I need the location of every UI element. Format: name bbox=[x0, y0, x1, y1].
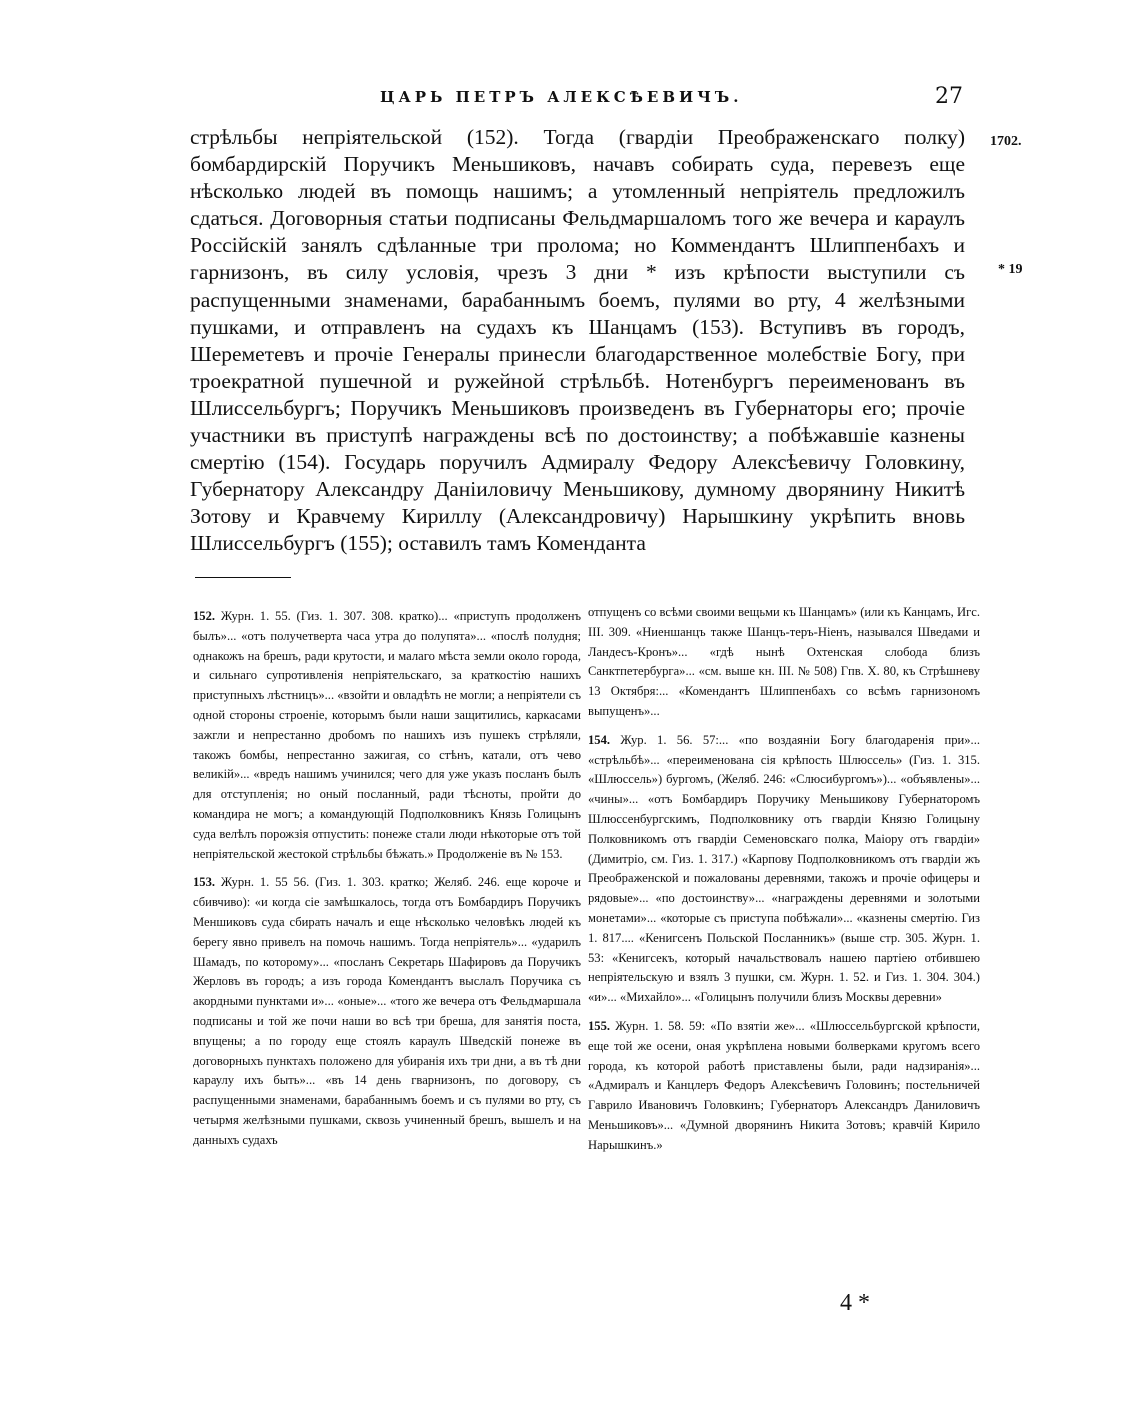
footnote-number: 153. bbox=[193, 875, 216, 890]
footnote-155 bbox=[588, 1017, 980, 1156]
printer-signature-mark: 4 * bbox=[840, 1290, 870, 1316]
margin-note-date: * 19 bbox=[998, 262, 1023, 277]
page-number: 27 bbox=[935, 84, 963, 109]
main-text bbox=[190, 124, 965, 558]
footnotes-left-column bbox=[193, 607, 581, 1160]
footnote-text: Журн. 1. 55 56. (Гиз. 1. 303. кратко; Желяб. 246. еще короче и сбивчиво): «и когда сіе замѣшкалось, тогда отъ Бомбардиръ Поручикъ Меншиковъ суда сбирать началъ и еще нѣсколько человѣкъ людей къ берегу явно привелъ на помочь нашимъ. Тогда непріятель»... «ударилъ Шамадъ, по которому»... «посланъ Секретарь Шафировъ да Поручикъ Жерловъ въ городъ; а изъ города Комендантъ выслалъ Поручика съ акордными пунктами и»... «оные»... «того же вечера отъ Фельдмаршала подписаны и той же почи наши во всѣ три бреша, для занятія поста, впущены; а по городу еще стоялъ караулъ Шведскій понеже въ договорныхъ пунктахъ положено для убиранія ихъ три дни, а въ тѣ дни караулу ихъ быть»... «въ 14 день гварнизонъ, по договору, съ распущенными знаменами, барабаннымъ боемъ и съ пулями во рту, съ четырмя желѣзными пушками, сквозь учиненный брешъ, вышелъ и на данныхъ судахъ bbox=[193, 875, 581, 1147]
footnote-number: 152. bbox=[193, 609, 216, 623]
footnotes-right-column bbox=[588, 603, 980, 1165]
footnote-text: отпущенъ со всѣми своими вещьми къ Шанцамъ» (или къ Канцамъ, Игс. III. 309. «Ниеншанцъ также Шанцъ-теръ-Ніенъ, назывался Шведами и Ландесъ-Кронъ»... «гдѣ нынѣ Охтенская слобода близъ Санктпетербурга»... «см. выше кн. III. № 508) Гпв. X. 80, къ Стрѣшневу 13 Октября:... «Комендантъ Шлиппенбахъ со всѣмъ гарнизономъ выпущенъ»... bbox=[588, 605, 980, 718]
footnote-separator bbox=[195, 577, 291, 578]
footnote-number: 155. bbox=[588, 1018, 611, 1033]
footnote-153-continued bbox=[588, 603, 980, 722]
margin-note-year: 1702. bbox=[990, 134, 1022, 149]
footnote-text: Журн. 1. 55. (Гиз. 1. 307. 308. кратко)... «приступъ продолженъ былъ»... «отъ получетверта часа утра до полупята»... «послѣ полудня; однакожъ на брешъ, ради крутости, и малаго мѣста земли около города, и сильнаго супротивленія непріятельскаго, за краткостію нашихъ приступныхъ лѣстницъ»... «взойти и овладѣть не могли; а непріятели съ одной стороны строеніе, которымъ были наши защитились, каркасами зажгли и непрестанно дробомъ по нашихъ изъ пушекъ стрѣляли, такожъ бомбы, непрестанно зажигая, со стѣнъ, катали, отъ чево великій»... «вредъ нашимъ учинился; чего для уже указъ посланъ былъ для отступленія; но оный посланный, ради тѣсноты, пройти до командира не могъ; а командующій Подполковникъ Князь Голицынъ суда велѣлъ порожзія отпустить: понеже стали люди нѣкоторые отъ той непріятельской жестокой стрѣльбы бѣжать.» Продолженіе въ № 153. bbox=[193, 609, 582, 861]
footnote-154 bbox=[588, 731, 980, 1008]
footnote-text: Журн. 1. 58. 59: «По взятіи же»... «Шлюссельбургской крѣпости, еще той же осени, оная укрѣплена новыми болверками кругомъ всего города, къ которой работѣ приставлены были, ради надзиранія»... «Адмиралъ и Канцлеръ Федоръ Алексѣевичъ Головинъ; постельничей Гаврило Ивановичъ Головкинъ; Губернаторъ Александръ Даниловичъ Меньшиковъ»... «Думной дворянинъ Никита Зотовъ; кравчій Кирило Нарышкинъ.» bbox=[588, 1018, 980, 1152]
footnote-152 bbox=[193, 607, 581, 864]
footnote-number: 154. bbox=[588, 732, 611, 747]
footnote-text: Жур. 1. 56. 57:... «по воздаяніи Богу благодаренія при»... «стрѣльбѣ»... «переименована сія крѣпость Шлюссель» (Гиз. 1. 315. «Шлюссель») бургомъ, (Желяб. 246: «Слюсибургомъ»)... «объявлены»... «чины»... «отъ Бомбардиръ Поручику Меньшикову Губернаторомъ Шлюссенбургскимъ, Подполковнику отъ гвардіи Князю Голицыну Полковникомъ отъ гвардіи Семеновскаго полка, Маіору отъ гвардіи» (Димитріо, см. Гиз. 1. 317.) «Карпову Подполковникомъ отъ гвардіи жъ Преображенской и пожалованы деревнями, такожъ и прочіе офицеры и рядовые»... «по достоинству»... «награждены деревнями и золотыми монетами»... «которые съ приступа побѣжали»... «казнены смертію. Гиз 1. 817.... «Кенигсенъ Польской Посланникъ» (выше стр. 305. Журн. 1. 53: «Кенигсекъ, который начальствовалъ нашею партіею отбившею непріятельскую и взялъ 3 пушки, см. Журн. 1. 52. и Гиз. 1. 304. 304.) «и»... «Михайло»... «Голицынъ получили близъ Москвы деревни» bbox=[588, 732, 980, 1005]
running-title: ЦАРЬ ПЕТРЪ АЛЕКСѢЕВИЧЪ. bbox=[380, 88, 743, 106]
footnote-153 bbox=[193, 873, 581, 1150]
main-paragraph: стрѣльбы непріятельской (152). Тогда (гвардіи Преображенскаго полку) бомбардирскій Поручикъ Меньшиковъ, начавъ собирать суда, перевезъ еще нѣсколько людей въ помощь нашимъ; а утомленный непріятель предложилъ сдаться. Договорныя статьи подписаны Фельдмаршаломъ того же вечера и караулъ Россійскій занялъ сдѣланные три пролома; но Коммендантъ Шлиппенбахъ и гарнизонъ, въ силу условія, чрезъ 3 дни * изъ крѣпости выступили съ распущенными знаменами, барабаннымъ боемъ, пулями во рту, 4 желѣзными пушками, и отправленъ на судахъ къ Шанцамъ (153). Вступивъ въ городъ, Шереметевъ и прочіе Генералы принесли благодарственное молебствіе Богу, при троекратной пушечной и ружейной стрѣльбѣ. Нотенбургъ переименованъ въ Шлиссельбургъ; Поручикъ Меньшиковъ произведенъ въ Губернаторы его; прочіе участники въ приступѣ награждены всѣ по достоинству; а побѣжавшіе казнены смертію (154). Государь поручилъ Адмиралу Федору Алексѣевичу Головкину, Губернатору Александру Даніиловичу Меньшикову, думному дворянину Никитѣ Зотову и Кравчему Кириллу (Александровичу) Нарышкину укрѣпить вновь Шлиссельбургъ (155); оставилъ тамъ Коменданта bbox=[190, 125, 965, 556]
